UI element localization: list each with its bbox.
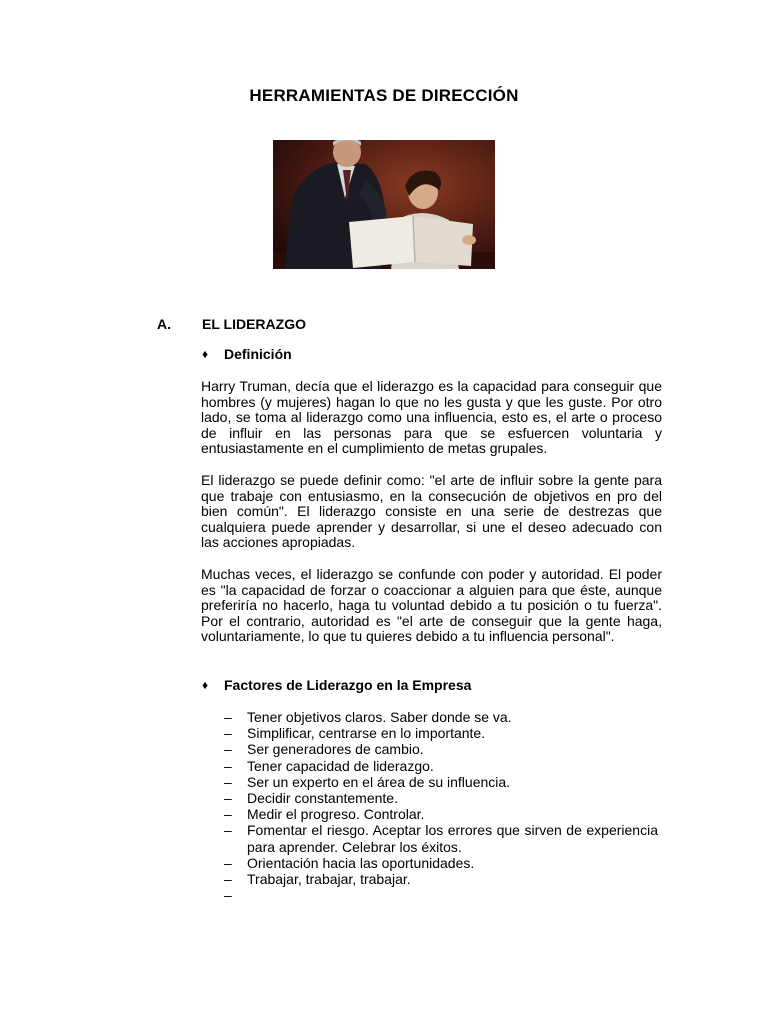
list-item-text <box>247 887 251 903</box>
list-item <box>224 871 658 887</box>
section-title: EL LIDERAZGO <box>202 316 306 332</box>
list-item-text: Decidir constantemente. <box>247 790 398 807</box>
dash-bullet: – <box>224 741 232 758</box>
list-item-text: Ser un experto en el área de su influencia. <box>247 773 511 790</box>
dash-bullet: – <box>224 871 232 888</box>
subheading-definition <box>202 346 292 362</box>
dash-bullet: – <box>224 725 232 742</box>
definition-paragraph-3: Muchas veces, el liderazgo se confunde con poder y autoridad. El poder es "la capacidad de forzar o coaccionar a alguien para que éste, aunque preferiría no hacerlo, haga tu voluntad debido a tu posición o tu fuerza". Por el contrario, autoridad es "el arte de conseguir que la gente haga, voluntariamente, lo que tu quieres debido a tu influencia personal". <box>201 566 662 645</box>
list-item-text: Fomentar el riesgo. Aceptar los errores que sirven de experiencia para aprender. Celebrar los éxitos. <box>247 822 658 855</box>
list-item <box>224 725 658 741</box>
factors-heading: Factores de Liderazgo en la Empresa <box>224 677 472 693</box>
diamond-bullet-icon: ♦ <box>202 347 209 361</box>
list-item <box>224 709 658 725</box>
definition-heading: Definición <box>224 346 292 362</box>
diamond-bullet-icon: ♦ <box>202 678 209 692</box>
list-item <box>224 822 658 854</box>
list-item <box>224 790 658 806</box>
list-item <box>224 887 658 903</box>
list-item-text: Trabajar, trabajar, trabajar. <box>247 871 411 888</box>
list-item-text: Tener capacidad de liderazgo. <box>247 757 434 774</box>
list-item-text: Orientación hacia las oportunidades. <box>247 854 475 871</box>
list-item-text: Simplificar, centrarse en lo importante. <box>247 725 486 742</box>
dash-bullet: – <box>224 887 232 904</box>
dash-bullet: – <box>224 790 232 807</box>
list-item <box>224 774 658 790</box>
dash-bullet: – <box>224 806 232 823</box>
list-item <box>224 758 658 774</box>
definition-paragraph-2: El liderazgo se puede definir como: "el arte de influir sobre la gente para que trabaje con entusiasmo, en la consecución de objetivos en pro del bien común". El liderazgo consiste en una serie de destrezas que cualquiera puede aprender y desarrollar, si une el deseo adecuado con las acciones apropiadas. <box>201 472 662 551</box>
dash-bullet: – <box>224 709 232 725</box>
dash-bullet: – <box>224 757 232 774</box>
list-item <box>224 806 658 822</box>
business-meeting-photo <box>273 140 495 269</box>
factors-list <box>224 709 658 903</box>
definition-paragraph-1: Harry Truman, decía que el liderazgo es la capacidad para conseguir que hombres (y mujeres) hagan lo que no les gusta y que les guste. Por otro lado, se toma al liderazgo como una influencia, esto es, el arte o proceso de influir en las personas para que se esfuercen voluntaria y entusiastamente en el cumplimiento de metas grupales. <box>201 378 662 457</box>
list-item <box>224 855 658 871</box>
page-title: HERRAMIENTAS DE DIRECCIÓN <box>249 86 519 105</box>
dash-bullet: – <box>224 854 232 871</box>
subheading-factors <box>202 677 471 693</box>
section-letter: A. <box>157 316 171 332</box>
list-item-text: Ser generadores de cambio. <box>247 741 424 758</box>
list-item-text: Medir el progreso. Controlar. <box>247 806 425 823</box>
list-item-text: Tener objetivos claros. Saber donde se va. <box>247 709 512 725</box>
list-item <box>224 741 658 757</box>
dash-bullet: – <box>224 822 232 839</box>
dash-bullet: – <box>224 773 232 790</box>
